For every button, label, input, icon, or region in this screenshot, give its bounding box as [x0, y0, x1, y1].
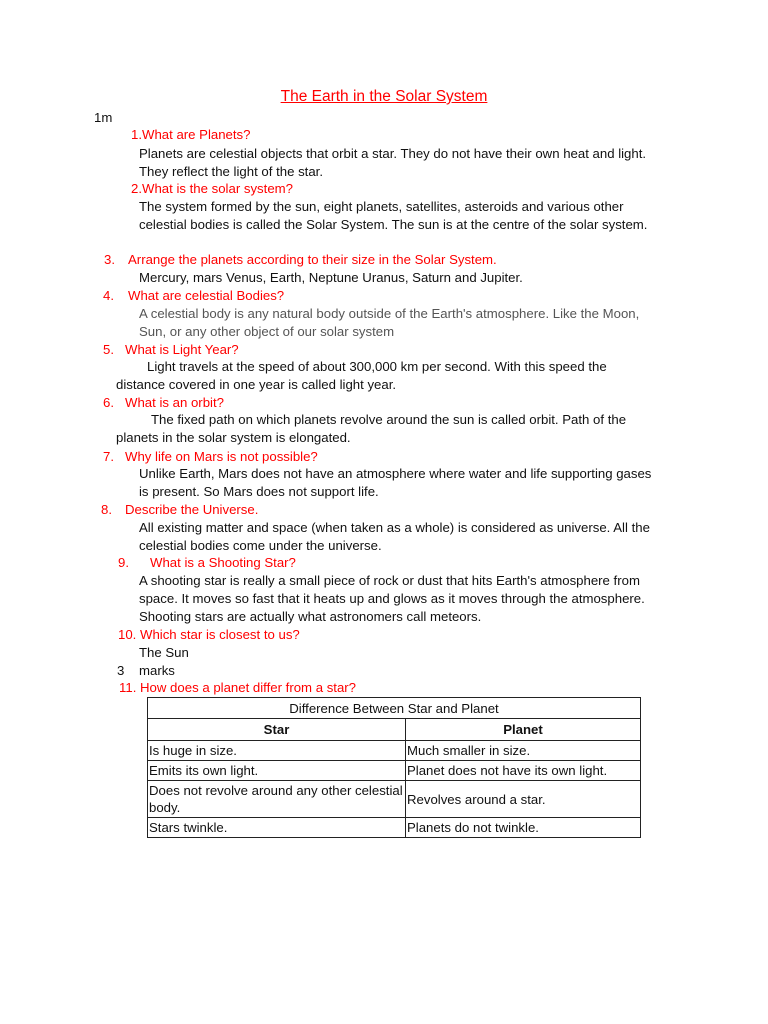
- table-row: [148, 741, 641, 761]
- question-9: What is a Shooting Star?: [150, 555, 296, 570]
- answer-2: The system formed by the sun, eight planets, satellites, asteroids and various other celestial bodies is called the Solar System. The sun is at the centre of the solar system.: [139, 199, 648, 232]
- planet-cell: Revolves around a star.: [406, 781, 641, 818]
- question-9-number: 9.: [118, 555, 129, 570]
- question-8-number: 8.: [101, 502, 112, 517]
- question-8: Describe the Universe.: [125, 502, 259, 517]
- question-4-number: 4.: [103, 288, 114, 303]
- marks-label-3: marks: [139, 663, 175, 678]
- question-4: What are celestial Bodies?: [128, 288, 285, 303]
- question-6: What is an orbit?: [125, 395, 224, 410]
- planet-cell: Planet does not have its own light.: [406, 761, 641, 781]
- header-planet: Planet: [406, 719, 641, 741]
- answer-3: Mercury, mars Venus, Earth, Neptune Uranus, Saturn and Jupiter.: [139, 270, 523, 285]
- table-header-row: [148, 719, 641, 741]
- question-10: 10. Which star is closest to us?: [118, 627, 300, 642]
- table-row: [148, 818, 641, 838]
- question-1: 1.What are Planets?: [131, 127, 251, 142]
- table-row: [148, 781, 641, 818]
- question-7: Why life on Mars is not possible?: [125, 449, 318, 464]
- answer-10: The Sun: [139, 645, 189, 660]
- question-3: Arrange the planets according to their size in the Solar System.: [128, 252, 497, 267]
- question-2: 2.What is the solar system?: [131, 181, 293, 196]
- planet-cell: Planets do not twinkle.: [406, 818, 641, 838]
- table-caption: Difference Between Star and Planet: [148, 698, 641, 719]
- marks-number-3: 3: [117, 663, 125, 678]
- question-11: 11. How does a planet differ from a star?: [119, 680, 357, 695]
- table-caption-row: [148, 698, 641, 719]
- star-cell: Emits its own light.: [148, 761, 406, 781]
- answer-5: Light travels at the speed of about 300,000 km per second. With this speed the distance covered in one year is called light year.: [116, 359, 607, 392]
- star-planet-table: [147, 697, 641, 838]
- answer-4: A celestial body is any natural body outside of the Earth's atmosphere. Like the Moon, Sun, or any other object of our solar system: [139, 306, 640, 339]
- star-cell: Is huge in size.: [148, 741, 406, 761]
- answer-6: The fixed path on which planets revolve around the sun is called orbit. Path of the planets in the solar system is elongated.: [116, 412, 627, 445]
- answer-7: Unlike Earth, Mars does not have an atmosphere where water and life supporting gases is present. So Mars does not support life.: [139, 466, 652, 499]
- question-7-number: 7.: [103, 449, 114, 464]
- star-cell: Stars twinkle.: [148, 818, 406, 838]
- answer-8: All existing matter and space (when taken as a whole) is considered as universe. All the celestial bodies come under the universe.: [139, 520, 650, 553]
- star-cell: Does not revolve around any other celestial body.: [148, 781, 406, 818]
- question-6-number: 6.: [103, 395, 114, 410]
- marks-label-1m: 1m: [94, 110, 113, 125]
- table-row: [148, 761, 641, 781]
- header-star: Star: [148, 719, 406, 741]
- question-5: What is Light Year?: [125, 342, 239, 357]
- question-5-number: 5.: [103, 342, 114, 357]
- answer-1: Planets are celestial objects that orbit a star. They do not have their own heat and light. They reflect the light of the star.: [139, 146, 647, 179]
- question-3-number: 3.: [104, 252, 115, 267]
- planet-cell: Much smaller in size.: [406, 741, 641, 761]
- page-title: The Earth in the Solar System: [280, 88, 488, 105]
- answer-9: A shooting star is really a small piece of rock or dust that hits Earth's atmosphere from space. It moves so fast that it heats up and glows as it moves through the atmosphere. Shooting stars are actually what astronomers call meteors.: [139, 573, 645, 624]
